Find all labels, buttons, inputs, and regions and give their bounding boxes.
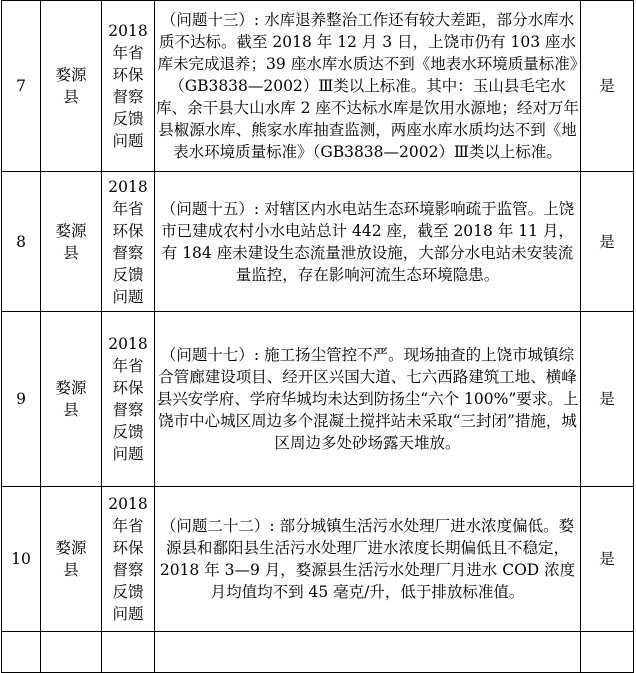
empty-cell: [102, 632, 155, 673]
county-text: 县: [63, 401, 79, 419]
source-text: 年省: [112, 44, 144, 62]
source-text: 督察: [112, 88, 144, 106]
source-text: 环保: [112, 379, 144, 397]
county-text: 婺源: [55, 379, 87, 397]
county-text: 婺源: [55, 221, 87, 240]
source-text: 年省: [112, 357, 144, 375]
issue-description: （问题十七）: 施工扬尘管控不严。现场抽查的上饶市城镇综合管廊建设项目、经开区兴国大道、七六西路建筑工地、横峰县兴安学府、学府华城均未达到防扬尘“六个 100%”要求。上饶市中心城区周边多个混凝土搅拌站未采取“三封闭”措施，城区周边多处砂场露天堆放。: [155, 312, 581, 487]
status-flag: 是: [581, 312, 634, 487]
county-text: 县: [63, 243, 79, 262]
source-text: 2018: [108, 22, 148, 40]
issue-description: （问题二十二）: 部分城镇生活污水处理厂进水浓度偏低。婺源县和鄱阳县生活污水处理厂进水浓度长期偏低且不稳定，2018 年 3—9 月，婺源县生活污水处理厂月进水 COD 浓度月均值均不到 45 毫克/升，低于排放标准值。: [155, 487, 581, 632]
source-text: 督察: [112, 401, 144, 419]
table-row: [2, 172, 634, 312]
source-cell: [102, 172, 155, 312]
table-row: [2, 1, 634, 172]
county-cell: [41, 312, 102, 487]
source-text: 2018: [108, 335, 148, 353]
table-row-cut-off: [2, 632, 634, 673]
source-text: 2018: [108, 495, 148, 513]
county-text: 县: [63, 561, 79, 579]
source-cell: [102, 487, 155, 632]
source-text: 年省: [112, 199, 144, 218]
source-text: 问题: [112, 287, 144, 306]
source-text: 反馈: [112, 423, 144, 441]
county-text: 县: [63, 88, 79, 106]
source-text: 年省: [112, 517, 144, 535]
row-number: 8: [2, 172, 41, 312]
county-cell: [41, 1, 102, 172]
empty-cell: [2, 632, 41, 673]
source-text: 2018: [108, 177, 148, 196]
status-flag: 是: [581, 487, 634, 632]
issue-description: （问题十三）: 水库退养整治工作还有较大差距，部分水库水质不达标。截至 2018 年 12 月 3 日，上饶市仍有 103 座水库未完成退养；39 座水库水质达不到《地表水环境质量标准》（GB3838—2002）Ⅲ类以上标准。其中：玉山县毛宅水库、余干县大山水库 2 座不达标水库是饮用水源地；经对万年县椒源水库、熊家水库抽查监测，两座水库水质均达不到《地表水环境质量标准》（GB3838—2002）Ⅲ类以上标准。: [155, 1, 581, 172]
source-text: 督察: [112, 561, 144, 579]
county-text: 婺源: [55, 539, 87, 557]
source-text: 问题: [112, 132, 144, 150]
empty-cell: [581, 632, 634, 673]
row-number: 10: [2, 487, 41, 632]
empty-cell: [155, 632, 581, 673]
empty-cell: [41, 632, 102, 673]
source-text: 督察: [112, 243, 144, 262]
source-text: 环保: [112, 66, 144, 84]
issue-description: （问题十五）: 对辖区内水电站生态环境影响疏于监管。上饶市已建成农村小水电站总计 442 座，截至 2018 年 11 月，有 184 座未建设生态流量泄放设施，大部分水电站未安装流量监控，存在影响河流生态环境隐患。: [155, 172, 581, 312]
status-flag: 是: [581, 1, 634, 172]
source-text: 反馈: [112, 583, 144, 601]
county-text: 婺源: [55, 66, 87, 84]
county-cell: [41, 487, 102, 632]
source-text: 环保: [112, 221, 144, 240]
source-text: 问题: [112, 605, 144, 623]
rectification-table: [1, 0, 634, 673]
source-text: 反馈: [112, 110, 144, 128]
table-row: [2, 487, 634, 632]
source-text: 反馈: [112, 265, 144, 284]
source-cell: [102, 312, 155, 487]
table-row: [2, 312, 634, 487]
source-text: 环保: [112, 539, 144, 557]
county-cell: [41, 172, 102, 312]
source-text: 问题: [112, 445, 144, 463]
status-flag: 是: [581, 172, 634, 312]
row-number: 7: [2, 1, 41, 172]
source-cell: [102, 1, 155, 172]
row-number: 9: [2, 312, 41, 487]
